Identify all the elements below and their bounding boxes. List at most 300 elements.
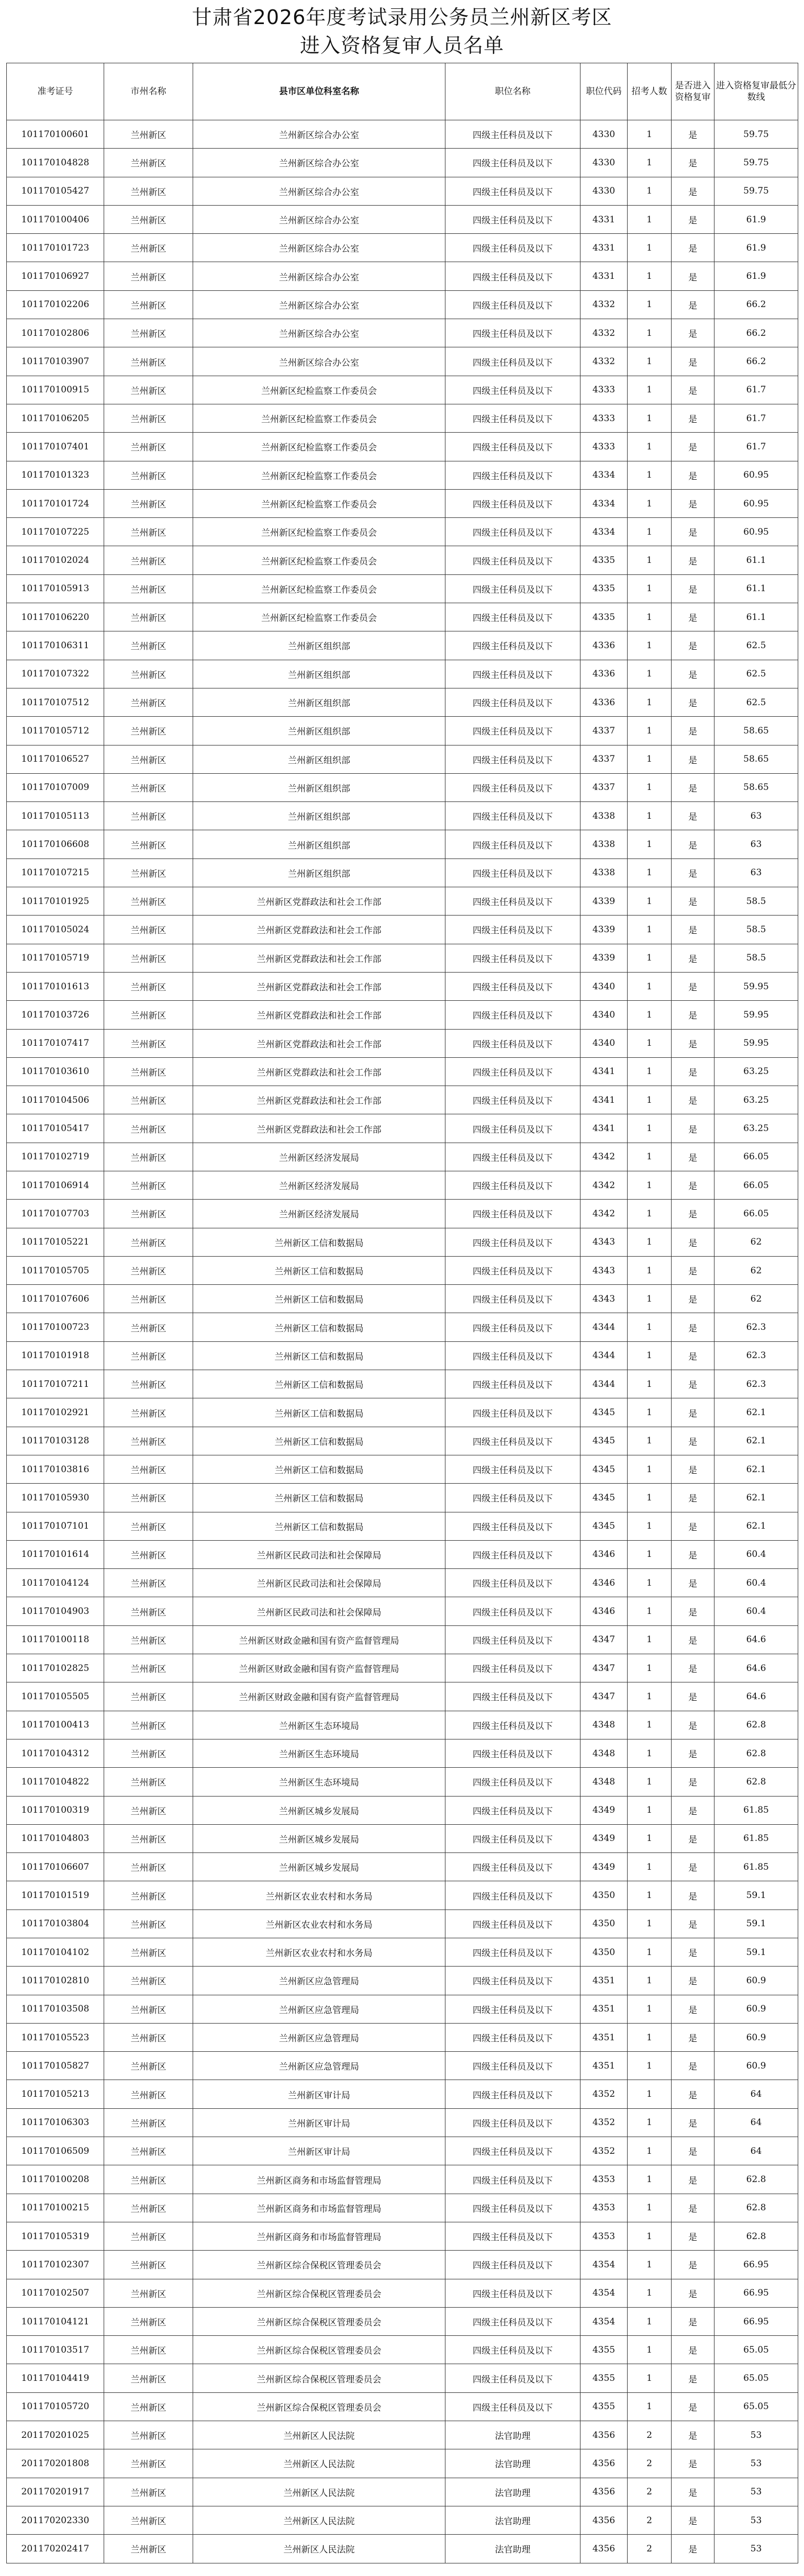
cell-position-code: 4339 bbox=[580, 887, 628, 916]
cell-min-score: 63 bbox=[714, 802, 798, 830]
cell-position: 四级主任科员及以下 bbox=[445, 1682, 580, 1711]
cell-city: 兰州新区 bbox=[104, 1029, 193, 1057]
cell-review-status: 是 bbox=[672, 489, 714, 517]
cell-recruit-count: 1 bbox=[628, 972, 672, 1000]
cell-unit: 兰州新区组织部 bbox=[193, 717, 445, 745]
cell-position: 四级主任科员及以下 bbox=[445, 262, 580, 290]
table-row bbox=[7, 1824, 798, 1852]
cell-review-status: 是 bbox=[672, 972, 714, 1000]
cell-city: 兰州新区 bbox=[104, 2364, 193, 2392]
cell-position-code: 4332 bbox=[580, 290, 628, 319]
cell-exam-id: 101170102719 bbox=[7, 1143, 104, 1171]
cell-recruit-count: 2 bbox=[628, 2535, 672, 2563]
cell-min-score: 61.7 bbox=[714, 404, 798, 432]
cell-city: 兰州新区 bbox=[104, 404, 193, 432]
cell-exam-id: 101170105221 bbox=[7, 1228, 104, 1256]
cell-recruit-count: 1 bbox=[628, 2251, 672, 2279]
cell-review-status: 是 bbox=[672, 802, 714, 830]
cell-city: 兰州新区 bbox=[104, 1796, 193, 1824]
results-table bbox=[6, 63, 798, 2563]
cell-exam-id: 101170105505 bbox=[7, 1682, 104, 1711]
cell-exam-id: 101170105930 bbox=[7, 1484, 104, 1512]
cell-recruit-count: 1 bbox=[628, 745, 672, 773]
cell-city: 兰州新区 bbox=[104, 1682, 193, 1711]
cell-exam-id: 101170103804 bbox=[7, 1910, 104, 1938]
cell-city: 兰州新区 bbox=[104, 290, 193, 319]
table-row bbox=[7, 2023, 798, 2051]
cell-review-status: 是 bbox=[672, 1228, 714, 1256]
cell-review-status: 是 bbox=[672, 2080, 714, 2108]
cell-position: 四级主任科员及以下 bbox=[445, 2251, 580, 2279]
cell-min-score: 66.05 bbox=[714, 1143, 798, 1171]
cell-position-code: 4331 bbox=[580, 262, 628, 290]
results-table-container bbox=[6, 63, 798, 2563]
cell-recruit-count: 1 bbox=[628, 2364, 672, 2392]
cell-min-score: 62.5 bbox=[714, 688, 798, 716]
cell-min-score: 62.1 bbox=[714, 1427, 798, 1455]
cell-position-code: 4347 bbox=[580, 1654, 628, 1682]
table-row bbox=[7, 1086, 798, 1114]
cell-position-code: 4347 bbox=[580, 1625, 628, 1654]
cell-position-code: 4330 bbox=[580, 120, 628, 149]
cell-review-status: 是 bbox=[672, 603, 714, 631]
cell-exam-id: 101170100601 bbox=[7, 120, 104, 149]
table-row bbox=[7, 2165, 798, 2194]
cell-review-status: 是 bbox=[672, 1995, 714, 2023]
cell-position-code: 4334 bbox=[580, 489, 628, 517]
cell-unit: 兰州新区应急管理局 bbox=[193, 2023, 445, 2051]
cell-position-code: 4356 bbox=[580, 2478, 628, 2506]
cell-unit: 兰州新区财政金融和国有资产监督管理局 bbox=[193, 1625, 445, 1654]
cell-position-code: 4356 bbox=[580, 2449, 628, 2478]
title-line-2: 进入资格复审人员名单 bbox=[299, 34, 504, 57]
cell-min-score: 59.1 bbox=[714, 1938, 798, 1967]
cell-position: 四级主任科员及以下 bbox=[445, 1512, 580, 1540]
cell-unit: 兰州新区党群政法和社会工作部 bbox=[193, 972, 445, 1000]
cell-exam-id: 101170107322 bbox=[7, 660, 104, 688]
cell-review-status: 是 bbox=[672, 177, 714, 205]
cell-city: 兰州新区 bbox=[104, 262, 193, 290]
cell-exam-id: 101170101724 bbox=[7, 489, 104, 517]
table-row bbox=[7, 234, 798, 262]
cell-review-status: 是 bbox=[672, 1540, 714, 1568]
cell-min-score: 59.95 bbox=[714, 1001, 798, 1029]
cell-position: 四级主任科员及以下 bbox=[445, 546, 580, 574]
cell-unit: 兰州新区组织部 bbox=[193, 745, 445, 773]
cell-position-code: 4342 bbox=[580, 1171, 628, 1199]
cell-position-code: 4338 bbox=[580, 858, 628, 887]
cell-position: 法官助理 bbox=[445, 2449, 580, 2478]
cell-exam-id: 101170101613 bbox=[7, 972, 104, 1000]
cell-exam-id: 101170106509 bbox=[7, 2137, 104, 2165]
cell-min-score: 61.85 bbox=[714, 1853, 798, 1881]
cell-city: 兰州新区 bbox=[104, 1654, 193, 1682]
cell-review-status: 是 bbox=[672, 2052, 714, 2080]
cell-city: 兰州新区 bbox=[104, 1910, 193, 1938]
cell-city: 兰州新区 bbox=[104, 1597, 193, 1625]
cell-recruit-count: 1 bbox=[628, 1824, 672, 1852]
cell-unit: 兰州新区工信和数据局 bbox=[193, 1398, 445, 1427]
cell-recruit-count: 1 bbox=[628, 1910, 672, 1938]
cell-unit: 兰州新区党群政法和社会工作部 bbox=[193, 887, 445, 916]
cell-min-score: 62.1 bbox=[714, 1484, 798, 1512]
cell-review-status: 是 bbox=[672, 1625, 714, 1654]
cell-min-score: 66.95 bbox=[714, 2251, 798, 2279]
cell-review-status: 是 bbox=[672, 546, 714, 574]
header-position-code: 职位代码 bbox=[580, 63, 628, 120]
cell-min-score: 62.3 bbox=[714, 1370, 798, 1398]
table-row bbox=[7, 1625, 798, 1654]
table-row bbox=[7, 461, 798, 489]
cell-review-status: 是 bbox=[672, 2251, 714, 2279]
cell-recruit-count: 1 bbox=[628, 1370, 672, 1398]
table-row bbox=[7, 376, 798, 404]
table-row bbox=[7, 1057, 798, 1086]
table-row bbox=[7, 858, 798, 887]
table-row bbox=[7, 688, 798, 716]
table-row bbox=[7, 574, 798, 603]
cell-exam-id: 101170102507 bbox=[7, 2279, 104, 2307]
cell-review-status: 是 bbox=[672, 944, 714, 972]
cell-city: 兰州新区 bbox=[104, 1427, 193, 1455]
table-row bbox=[7, 1853, 798, 1881]
header-recruit-count: 招考人数 bbox=[628, 63, 672, 120]
cell-city: 兰州新区 bbox=[104, 745, 193, 773]
cell-position: 四级主任科员及以下 bbox=[445, 2392, 580, 2421]
cell-city: 兰州新区 bbox=[104, 2080, 193, 2108]
cell-unit: 兰州新区经济发展局 bbox=[193, 1171, 445, 1199]
cell-exam-id: 201170201917 bbox=[7, 2478, 104, 2506]
cell-exam-id: 101170100406 bbox=[7, 205, 104, 233]
header-city: 市州名称 bbox=[104, 63, 193, 120]
cell-unit: 兰州新区综合办公室 bbox=[193, 205, 445, 233]
cell-city: 兰州新区 bbox=[104, 2052, 193, 2080]
cell-review-status: 是 bbox=[672, 1711, 714, 1739]
cell-city: 兰州新区 bbox=[104, 2392, 193, 2421]
cell-exam-id: 101170105705 bbox=[7, 1256, 104, 1284]
cell-city: 兰州新区 bbox=[104, 1200, 193, 1228]
table-row bbox=[7, 1427, 798, 1455]
cell-unit: 兰州新区综合办公室 bbox=[193, 262, 445, 290]
title-line-1: 甘肃省2026年度考试录用公务员兰州新区考区 bbox=[192, 6, 612, 29]
cell-position: 四级主任科员及以下 bbox=[445, 2194, 580, 2222]
cell-min-score: 59.95 bbox=[714, 972, 798, 1000]
cell-recruit-count: 1 bbox=[628, 461, 672, 489]
table-row bbox=[7, 1228, 798, 1256]
cell-unit: 兰州新区审计局 bbox=[193, 2137, 445, 2165]
cell-min-score: 64.6 bbox=[714, 1682, 798, 1711]
cell-recruit-count: 1 bbox=[628, 1938, 672, 1967]
cell-position: 四级主任科员及以下 bbox=[445, 1114, 580, 1143]
cell-exam-id: 101170103517 bbox=[7, 2336, 104, 2364]
cell-city: 兰州新区 bbox=[104, 1995, 193, 2023]
cell-unit: 兰州新区综合办公室 bbox=[193, 120, 445, 149]
cell-city: 兰州新区 bbox=[104, 1881, 193, 1910]
cell-city: 兰州新区 bbox=[104, 2251, 193, 2279]
cell-position: 四级主任科员及以下 bbox=[445, 688, 580, 716]
cell-unit: 兰州新区综合保税区管理委员会 bbox=[193, 2251, 445, 2279]
cell-recruit-count: 1 bbox=[628, 802, 672, 830]
cell-review-status: 是 bbox=[672, 2023, 714, 2051]
cell-position-code: 4335 bbox=[580, 546, 628, 574]
cell-city: 兰州新区 bbox=[104, 1569, 193, 1597]
table-row bbox=[7, 1881, 798, 1910]
table-row bbox=[7, 2251, 798, 2279]
cell-city: 兰州新区 bbox=[104, 2506, 193, 2534]
cell-city: 兰州新区 bbox=[104, 2535, 193, 2563]
cell-position: 四级主任科员及以下 bbox=[445, 2023, 580, 2051]
cell-recruit-count: 1 bbox=[628, 1711, 672, 1739]
cell-position-code: 4348 bbox=[580, 1711, 628, 1739]
cell-exam-id: 101170104828 bbox=[7, 149, 104, 177]
cell-recruit-count: 1 bbox=[628, 1341, 672, 1370]
cell-review-status: 是 bbox=[672, 1427, 714, 1455]
cell-unit: 兰州新区党群政法和社会工作部 bbox=[193, 944, 445, 972]
cell-position: 四级主任科员及以下 bbox=[445, 2364, 580, 2392]
cell-position-code: 4335 bbox=[580, 574, 628, 603]
cell-exam-id: 101170102307 bbox=[7, 2251, 104, 2279]
cell-recruit-count: 1 bbox=[628, 1200, 672, 1228]
cell-city: 兰州新区 bbox=[104, 603, 193, 631]
cell-position: 四级主任科员及以下 bbox=[445, 404, 580, 432]
table-row bbox=[7, 2392, 798, 2421]
cell-review-status: 是 bbox=[672, 376, 714, 404]
table-row bbox=[7, 1114, 798, 1143]
cell-position: 四级主任科员及以下 bbox=[445, 1455, 580, 1483]
cell-position-code: 4334 bbox=[580, 461, 628, 489]
cell-min-score: 53 bbox=[714, 2478, 798, 2506]
cell-city: 兰州新区 bbox=[104, 830, 193, 858]
cell-city: 兰州新区 bbox=[104, 1398, 193, 1427]
cell-exam-id: 201170202417 bbox=[7, 2535, 104, 2563]
cell-recruit-count: 1 bbox=[628, 1739, 672, 1767]
cell-city: 兰州新区 bbox=[104, 1768, 193, 1796]
cell-exam-id: 101170101918 bbox=[7, 1341, 104, 1370]
table-row bbox=[7, 1597, 798, 1625]
cell-exam-id: 101170102806 bbox=[7, 319, 104, 347]
cell-review-status: 是 bbox=[672, 1682, 714, 1711]
cell-recruit-count: 1 bbox=[628, 2392, 672, 2421]
cell-position-code: 4340 bbox=[580, 972, 628, 1000]
cell-review-status: 是 bbox=[672, 858, 714, 887]
cell-exam-id: 101170104312 bbox=[7, 1739, 104, 1767]
table-row bbox=[7, 262, 798, 290]
cell-position: 四级主任科员及以下 bbox=[445, 745, 580, 773]
cell-unit: 兰州新区财政金融和国有资产监督管理局 bbox=[193, 1654, 445, 1682]
cell-position-code: 4337 bbox=[580, 745, 628, 773]
cell-review-status: 是 bbox=[672, 2222, 714, 2250]
cell-position: 法官助理 bbox=[445, 2506, 580, 2534]
table-row bbox=[7, 2307, 798, 2335]
cell-min-score: 62.8 bbox=[714, 2165, 798, 2194]
cell-unit: 兰州新区人民法院 bbox=[193, 2478, 445, 2506]
cell-review-status: 是 bbox=[672, 1029, 714, 1057]
table-row bbox=[7, 1796, 798, 1824]
cell-min-score: 63.25 bbox=[714, 1086, 798, 1114]
cell-min-score: 58.65 bbox=[714, 745, 798, 773]
table-row bbox=[7, 2421, 798, 2449]
cell-min-score: 59.1 bbox=[714, 1910, 798, 1938]
cell-position-code: 4345 bbox=[580, 1455, 628, 1483]
cell-position-code: 4340 bbox=[580, 1029, 628, 1057]
table-row bbox=[7, 2449, 798, 2478]
cell-review-status: 是 bbox=[672, 433, 714, 461]
cell-review-status: 是 bbox=[672, 745, 714, 773]
cell-city: 兰州新区 bbox=[104, 1285, 193, 1313]
cell-min-score: 64 bbox=[714, 2108, 798, 2137]
cell-exam-id: 201170202330 bbox=[7, 2506, 104, 2534]
cell-unit: 兰州新区应急管理局 bbox=[193, 1995, 445, 2023]
cell-min-score: 62.3 bbox=[714, 1313, 798, 1341]
cell-position-code: 4356 bbox=[580, 2421, 628, 2449]
cell-unit: 兰州新区党群政法和社会工作部 bbox=[193, 1114, 445, 1143]
cell-recruit-count: 1 bbox=[628, 887, 672, 916]
cell-position: 四级主任科员及以下 bbox=[445, 2165, 580, 2194]
cell-min-score: 62.5 bbox=[714, 631, 798, 660]
cell-city: 兰州新区 bbox=[104, 1967, 193, 1995]
cell-recruit-count: 1 bbox=[628, 1057, 672, 1086]
cell-recruit-count: 1 bbox=[628, 1625, 672, 1654]
cell-position-code: 4345 bbox=[580, 1398, 628, 1427]
cell-city: 兰州新区 bbox=[104, 1938, 193, 1967]
table-row bbox=[7, 887, 798, 916]
cell-recruit-count: 1 bbox=[628, 1484, 672, 1512]
cell-min-score: 63 bbox=[714, 830, 798, 858]
cell-position-code: 4338 bbox=[580, 830, 628, 858]
cell-recruit-count: 1 bbox=[628, 205, 672, 233]
cell-recruit-count: 1 bbox=[628, 1114, 672, 1143]
cell-review-status: 是 bbox=[672, 1001, 714, 1029]
table-row bbox=[7, 489, 798, 517]
cell-position-code: 4351 bbox=[580, 1967, 628, 1995]
cell-review-status: 是 bbox=[672, 1341, 714, 1370]
cell-position: 法官助理 bbox=[445, 2478, 580, 2506]
table-row bbox=[7, 1370, 798, 1398]
cell-position: 四级主任科员及以下 bbox=[445, 2336, 580, 2364]
cell-recruit-count: 1 bbox=[628, 1597, 672, 1625]
cell-unit: 兰州新区纪检监察工作委员会 bbox=[193, 433, 445, 461]
cell-exam-id: 101170104506 bbox=[7, 1086, 104, 1114]
cell-position-code: 4349 bbox=[580, 1853, 628, 1881]
cell-position-code: 4343 bbox=[580, 1256, 628, 1284]
cell-position: 四级主任科员及以下 bbox=[445, 1881, 580, 1910]
cell-unit: 兰州新区综合办公室 bbox=[193, 149, 445, 177]
cell-unit: 兰州新区纪检监察工作委员会 bbox=[193, 461, 445, 489]
table-row bbox=[7, 1313, 798, 1341]
cell-city: 兰州新区 bbox=[104, 1086, 193, 1114]
cell-position-code: 4348 bbox=[580, 1768, 628, 1796]
cell-position-code: 4354 bbox=[580, 2279, 628, 2307]
cell-exam-id: 101170106205 bbox=[7, 404, 104, 432]
cell-unit: 兰州新区纪检监察工作委员会 bbox=[193, 376, 445, 404]
cell-position-code: 4332 bbox=[580, 347, 628, 376]
cell-position: 四级主任科员及以下 bbox=[445, 660, 580, 688]
cell-min-score: 64 bbox=[714, 2137, 798, 2165]
cell-recruit-count: 1 bbox=[628, 603, 672, 631]
cell-exam-id: 101170105427 bbox=[7, 177, 104, 205]
cell-exam-id: 101170106927 bbox=[7, 262, 104, 290]
cell-review-status: 是 bbox=[672, 461, 714, 489]
cell-unit: 兰州新区综合保税区管理委员会 bbox=[193, 2392, 445, 2421]
cell-unit: 兰州新区纪检监察工作委员会 bbox=[193, 574, 445, 603]
cell-position-code: 4349 bbox=[580, 1796, 628, 1824]
cell-unit: 兰州新区综合办公室 bbox=[193, 347, 445, 376]
table-row bbox=[7, 631, 798, 660]
cell-min-score: 60.95 bbox=[714, 461, 798, 489]
cell-unit: 兰州新区组织部 bbox=[193, 858, 445, 887]
cell-city: 兰州新区 bbox=[104, 546, 193, 574]
cell-position: 四级主任科员及以下 bbox=[445, 1625, 580, 1654]
cell-min-score: 64.6 bbox=[714, 1625, 798, 1654]
cell-recruit-count: 2 bbox=[628, 2449, 672, 2478]
cell-review-status: 是 bbox=[672, 688, 714, 716]
cell-city: 兰州新区 bbox=[104, 2279, 193, 2307]
cell-recruit-count: 1 bbox=[628, 1796, 672, 1824]
cell-min-score: 60.9 bbox=[714, 2023, 798, 2051]
cell-unit: 兰州新区经济发展局 bbox=[193, 1143, 445, 1171]
cell-review-status: 是 bbox=[672, 404, 714, 432]
cell-review-status: 是 bbox=[672, 1200, 714, 1228]
cell-recruit-count: 1 bbox=[628, 2336, 672, 2364]
cell-recruit-count: 1 bbox=[628, 2222, 672, 2250]
cell-review-status: 是 bbox=[672, 1739, 714, 1767]
table-row bbox=[7, 2137, 798, 2165]
cell-recruit-count: 1 bbox=[628, 234, 672, 262]
cell-review-status: 是 bbox=[672, 234, 714, 262]
cell-city: 兰州新区 bbox=[104, 234, 193, 262]
cell-position-code: 4351 bbox=[580, 2052, 628, 2080]
cell-position-code: 4332 bbox=[580, 319, 628, 347]
cell-recruit-count: 1 bbox=[628, 546, 672, 574]
cell-min-score: 60.4 bbox=[714, 1597, 798, 1625]
cell-position: 四级主任科员及以下 bbox=[445, 2279, 580, 2307]
cell-min-score: 59.95 bbox=[714, 1029, 798, 1057]
cell-unit: 兰州新区党群政法和社会工作部 bbox=[193, 916, 445, 944]
cell-position-code: 4352 bbox=[580, 2137, 628, 2165]
cell-exam-id: 101170104124 bbox=[7, 1569, 104, 1597]
cell-exam-id: 101170103907 bbox=[7, 347, 104, 376]
cell-unit: 兰州新区党群政法和社会工作部 bbox=[193, 1057, 445, 1086]
cell-position: 四级主任科员及以下 bbox=[445, 376, 580, 404]
cell-position: 四级主任科员及以下 bbox=[445, 858, 580, 887]
header-review-status: 是否进入资格复审 bbox=[672, 63, 714, 120]
table-row bbox=[7, 660, 798, 688]
table-body bbox=[7, 120, 798, 2563]
cell-position: 四级主任科员及以下 bbox=[445, 1427, 580, 1455]
cell-unit: 兰州新区城乡发展局 bbox=[193, 1824, 445, 1852]
cell-position-code: 4336 bbox=[580, 631, 628, 660]
cell-exam-id: 101170100118 bbox=[7, 1625, 104, 1654]
cell-recruit-count: 1 bbox=[628, 1086, 672, 1114]
cell-exam-id: 101170104121 bbox=[7, 2307, 104, 2335]
cell-recruit-count: 2 bbox=[628, 2421, 672, 2449]
cell-exam-id: 101170103610 bbox=[7, 1057, 104, 1086]
cell-unit: 兰州新区党群政法和社会工作部 bbox=[193, 1029, 445, 1057]
cell-recruit-count: 1 bbox=[628, 1398, 672, 1427]
cell-position: 四级主任科员及以下 bbox=[445, 2052, 580, 2080]
cell-position-code: 4345 bbox=[580, 1427, 628, 1455]
cell-position: 四级主任科员及以下 bbox=[445, 1029, 580, 1057]
cell-min-score: 61.85 bbox=[714, 1796, 798, 1824]
cell-unit: 兰州新区商务和市场监督管理局 bbox=[193, 2165, 445, 2194]
cell-position-code: 4352 bbox=[580, 2108, 628, 2137]
cell-city: 兰州新区 bbox=[104, 376, 193, 404]
cell-recruit-count: 1 bbox=[628, 1001, 672, 1029]
cell-position: 四级主任科员及以下 bbox=[445, 2307, 580, 2335]
cell-position-code: 4353 bbox=[580, 2222, 628, 2250]
table-row bbox=[7, 347, 798, 376]
cell-review-status: 是 bbox=[672, 1057, 714, 1086]
